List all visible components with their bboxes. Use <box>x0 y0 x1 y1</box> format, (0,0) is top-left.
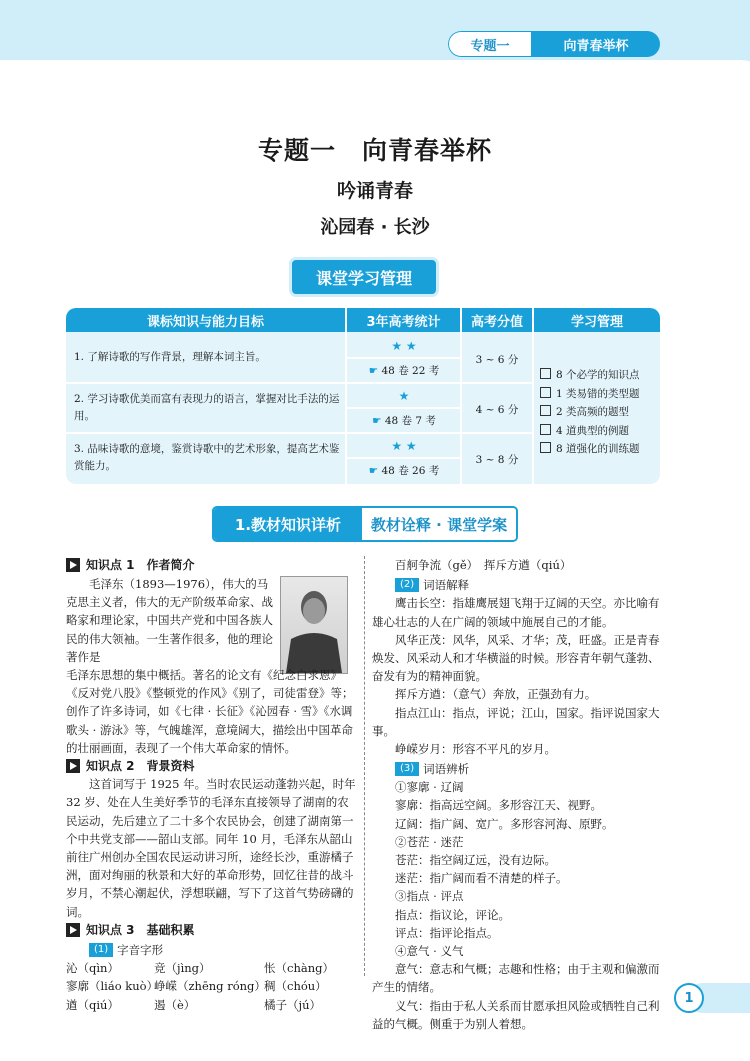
explanation: 峥嵘岁月：形容不平凡的岁月。 <box>395 741 556 756</box>
character-list <box>66 959 358 1014</box>
th-manage: 学习管理 <box>534 308 660 332</box>
distinction-text: 义气：指由于私人关系而甘愿承担风险或牺牲自己利益的气概。侧重于为别人着想。 <box>372 998 660 1031</box>
kp1-text-a: 毛泽东（1893—1976），伟大的马克思主义者，伟大的无产阶级革命家、战略家和理论家，中国共产党和中国各族人民的伟大领袖。一生著作很多，他的理论著作是 <box>66 577 273 664</box>
chapter-tab-left: 专题一 <box>448 31 532 57</box>
table-divider <box>66 432 532 434</box>
play-arrow-icon <box>66 759 80 773</box>
study-checklist <box>540 366 660 459</box>
checklist-item[interactable]: 1 类易错的类型题 <box>540 385 660 404</box>
table-divider <box>347 357 460 359</box>
checkbox-icon <box>540 368 551 379</box>
distinction-text: 评点：指评论指点。 <box>395 925 499 940</box>
score-range: 4 ~ 6 分 <box>475 404 519 416</box>
char-item: 沁（qìn） <box>66 961 119 976</box>
table-divider <box>347 457 460 459</box>
left-column <box>66 556 358 574</box>
pointing-hand-icon: ☛ <box>368 465 382 477</box>
distinction-title: ④意气 · 义气 <box>395 944 464 959</box>
section-banner-left: 1.教材知识详析 <box>214 508 362 540</box>
knowledge-point-title: 知识点 2 背景资料 <box>66 757 358 775</box>
explanation: 风华正茂：风华，风采、才华；茂，旺盛。正是青春焕发、风采动人和才华横溢的时候。形容青年朝气蓬勃、奋发有为的精神面貌。 <box>372 632 660 684</box>
distinction-title: ③指点 · 评点 <box>395 889 464 904</box>
page-number: 1 <box>674 983 704 1013</box>
explanation: 指点江山：指点，评说；江山，国家。指评说国家大事。 <box>372 705 660 738</box>
char-item: 寥廓（liáo kuò） <box>66 979 159 994</box>
distinction-text: 意气：意志和气概；志趣和性格；由于主观和偏激而产生的情绪。 <box>372 962 660 995</box>
chapter-tab <box>448 31 660 57</box>
knowledge-point-title: 知识点 1 作者简介 <box>66 556 358 574</box>
distinction-text: 寥廓：指高远空阔。多形容江天、视野。 <box>395 798 602 813</box>
score-range: 3 ~ 8 分 <box>475 454 519 466</box>
subsection-heading: (1) 字音字形 <box>89 941 163 959</box>
exam-count: ☛ 48 卷 22 考 <box>368 365 440 377</box>
th-goal: 课标知识与能力目标 <box>66 308 345 332</box>
distinction-text: 迷茫：指广阔而看不清楚的样子。 <box>395 871 568 886</box>
checkbox-icon <box>540 424 551 435</box>
chapter-tab-right: 向青春举杯 <box>532 31 660 57</box>
explanation: 鹰击长空：指雄鹰展翅飞翔于辽阔的天空。亦比喻有雄心壮志的人在广阔的领域中施展自己的才能。 <box>372 596 660 629</box>
table-divider <box>347 407 460 409</box>
unit-title: 吟诵青春 <box>336 180 413 202</box>
header-curve <box>0 60 750 120</box>
explanation: 挥斥方遒：（意气）奔放，正强劲有力。 <box>395 687 597 702</box>
th-score: 高考分值 <box>462 308 532 332</box>
goal-row: 1. 了解诗歌的写作背景，理解本词主旨。 <box>74 351 266 363</box>
char-item: 橘子（jú） <box>264 997 321 1012</box>
distinction-title: ①寥廓 · 辽阔 <box>395 780 464 795</box>
distinction-text: 辽阔：指广阔、宽广。多形容河海、原野。 <box>395 816 614 831</box>
exam-count: ☛ 48 卷 7 考 <box>372 415 436 427</box>
distinction-text: 苍茫：指空阔辽远，没有边际。 <box>395 853 556 868</box>
play-arrow-icon <box>66 923 80 937</box>
column-divider <box>364 556 365 976</box>
checklist-item[interactable]: 8 道强化的训练题 <box>540 440 660 459</box>
checklist-item[interactable]: 4 道典型的例题 <box>540 422 660 441</box>
th-stats: 3年高考统计 <box>347 308 460 332</box>
classroom-management-heading: 课堂学习管理 <box>292 260 436 294</box>
char-item: 竞（jìng） <box>154 961 211 976</box>
char-item: 峥嵘（zhēng róng） <box>154 979 266 994</box>
checklist-item[interactable]: 8 个必学的知识点 <box>540 366 660 385</box>
char-line: 百舸争流（gě） 挥斥方遒（qiú） <box>395 558 572 572</box>
goal-row: 3. 品味诗歌的意境，鉴赏诗歌中的艺术形象，提高艺术鉴赏能力。 <box>74 443 340 472</box>
checkbox-icon <box>540 405 551 416</box>
table-divider <box>532 308 534 484</box>
subsection-heading: (2) 词语解释 <box>395 576 469 594</box>
pointing-hand-icon: ☛ <box>372 415 385 427</box>
goals-table <box>66 308 660 484</box>
checkbox-icon <box>540 387 551 398</box>
char-item: 遏（è） <box>154 997 196 1012</box>
poem-title: 沁园春 · 长沙 <box>320 217 430 238</box>
checklist-item[interactable]: 2 类高频的题型 <box>540 403 660 422</box>
play-arrow-icon <box>66 558 80 572</box>
score-range: 3 ~ 6 分 <box>475 354 519 366</box>
star-rating: ★ ★ <box>391 339 417 353</box>
kp1-text-b: 毛泽东思想的集中概括。著名的论文有《纪念白求恩》《反对党八股》《整顿党的作风》《别了，司徒雷登》等；创作了许多诗词，如《七律 · 长征》《沁园春 · 雪》《水调歌头 · 游泳》等，气魄雄浑，意境阔大，描绘出中国革命的壮丽画面，表现了一个伟大革命家的情怀。 <box>66 668 354 755</box>
char-item: 稠（chóu） <box>264 979 327 994</box>
char-item: 遒（qiú） <box>66 997 119 1012</box>
checkbox-icon <box>540 442 551 453</box>
section-banner-right: 教材诠释 · 课堂学案 <box>362 508 516 540</box>
distinction-text: 指点：指议论，评论。 <box>395 907 510 922</box>
section-banner <box>212 506 518 542</box>
goal-row: 2. 学习诗歌优美而富有表现力的语言，掌握对比手法的运用。 <box>74 393 340 422</box>
right-column <box>372 556 662 1033</box>
char-item: 怅（chàng） <box>264 961 334 976</box>
author-portrait <box>280 576 348 674</box>
exam-count: ☛ 48 卷 26 考 <box>368 465 440 477</box>
table-divider <box>66 382 532 384</box>
knowledge-point-title: 知识点 3 基础积累 <box>66 921 358 939</box>
page-title: 专题一 向青春举杯 <box>257 136 492 165</box>
star-rating: ★ ★ <box>391 439 417 453</box>
subsection-heading: (3) 词语辨析 <box>395 760 469 778</box>
pointing-hand-icon: ☛ <box>368 365 382 377</box>
distinction-title: ②苍茫 · 迷茫 <box>395 834 464 849</box>
star-rating: ★ <box>398 389 410 403</box>
kp2-text: 这首词写于 1925 年。当时农民运动蓬勃兴起，时年 32 岁、处在人生美好季节的毛泽东直接领导了湖南的农民运动，先后建立了二十多个农民协会，创建了湖南第一个中共党支部——韶山支部。同年 10 月，毛泽东从韶山前往广州创办全国农民运动讲习所，途经长沙，重游橘子洲，面对绚丽的秋景和大好的革命形势，回忆往昔的战斗岁月，不禁心潮起伏，浮想联翩，写下了这首气势磅礴的词。 <box>66 777 356 919</box>
